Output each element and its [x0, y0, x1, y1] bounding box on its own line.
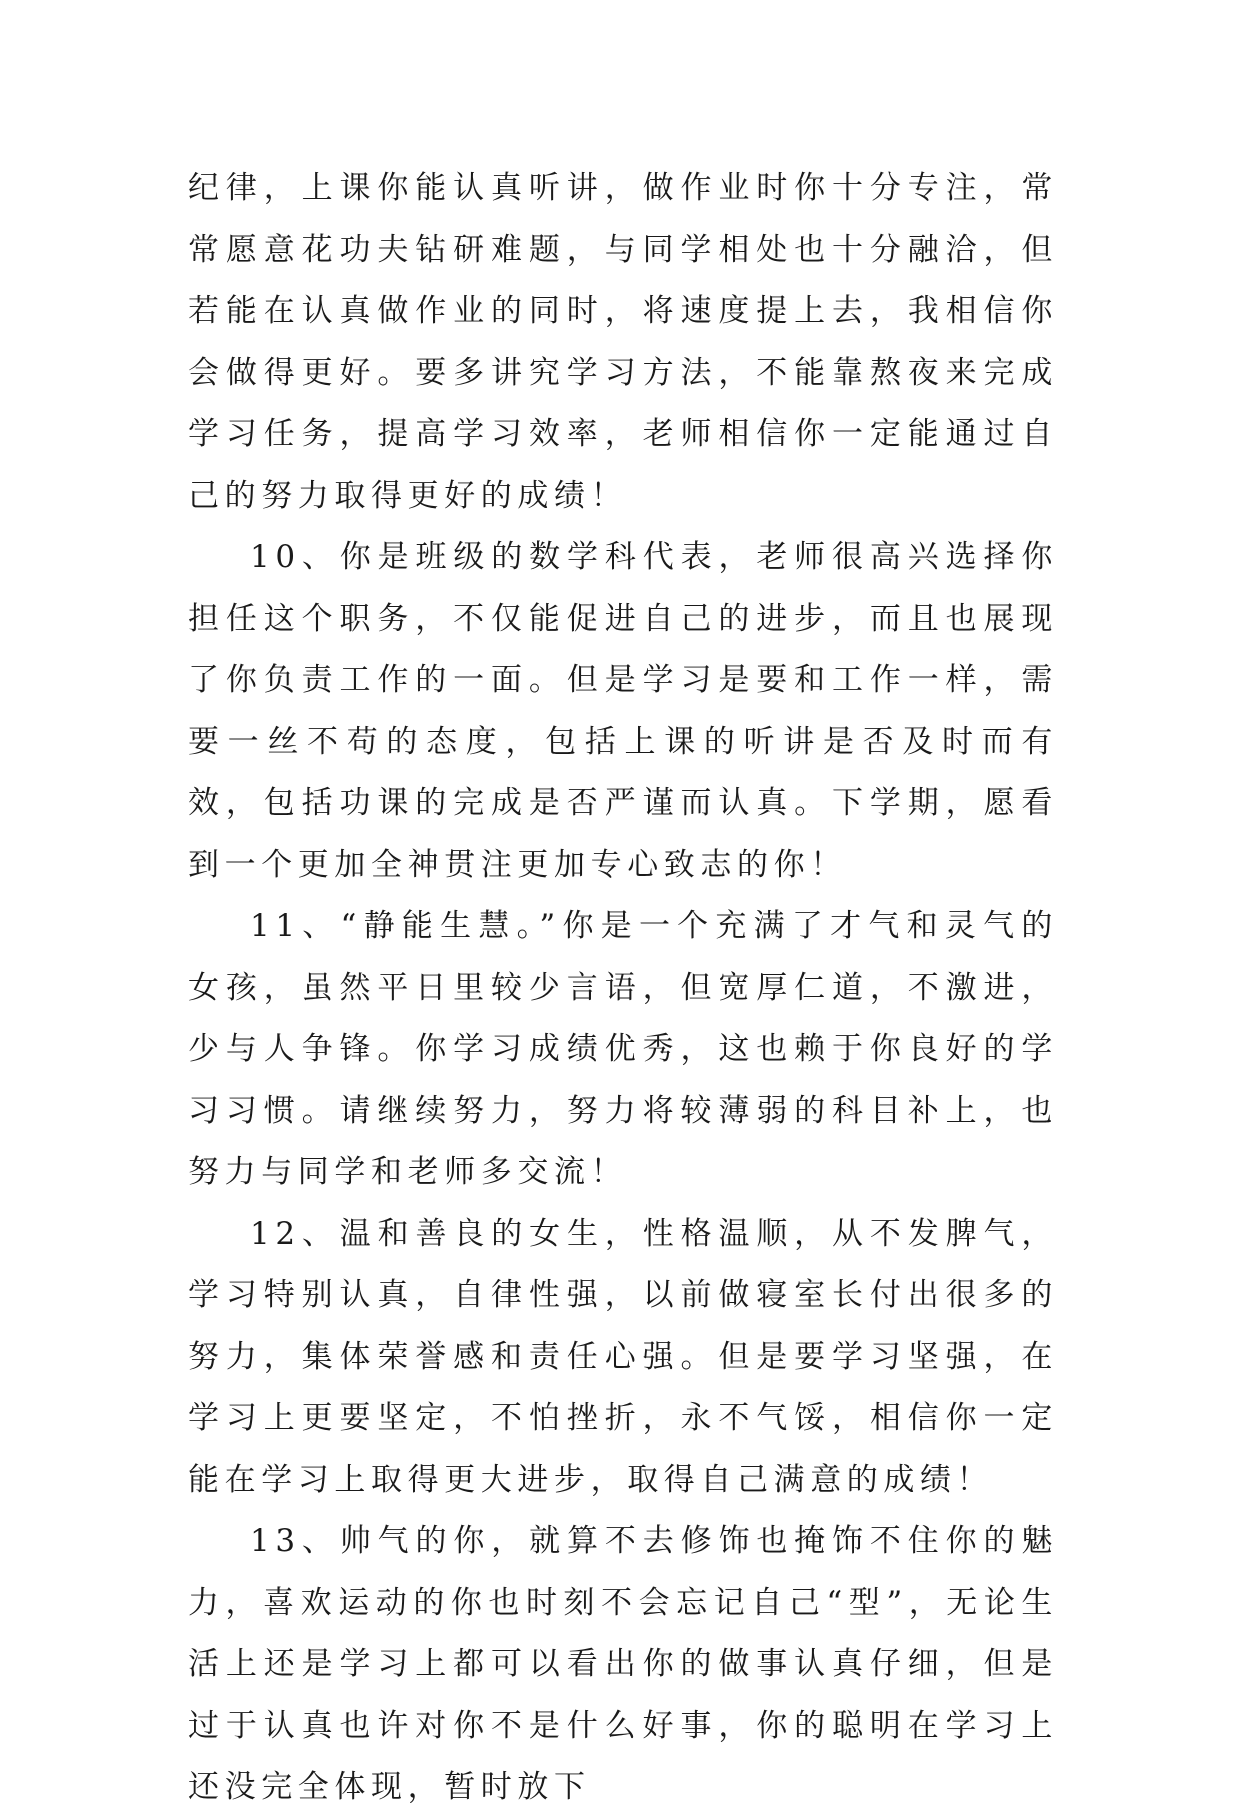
paragraph-item-11: 11、“静能生慧。”你是一个充满了才气和灵气的女孩，虽然平日里较少言语，但宽厚仁道，不激进，少与人争锋。你学习成绩优秀，这也赖于你良好的学习习惯。请继续努力，努力将较薄弱的科目补上，也努力与同学和老师多交流！ [188, 908, 1058, 1190]
paragraph-item-12: 12、温和善良的女生，性格温顺，从不发脾气，学习特别认真，自律性强，以前做寝室长付出很多的努力，集体荣誉感和责任心强。但是要学习坚强，在学习上更要坚定，不怕挫折，永不气馁，相信你一定能在学习上取得更大进步，取得自己满意的成绩！ [188, 1215, 1058, 1498]
document-body [188, 158, 1058, 1819]
paragraph-item-10: 10、你是班级的数学科代表，老师很高兴选择你担任这个职务，不仅能促进自己的进步，而且也展现了你负责工作的一面。但是学习是要和工作一样，需要一丝不苟的态度，包括上课的听讲是否及时而有效，包括功课的完成是否严谨而认真。下学期，愿看到一个更加全神贯注更加专心致志的你！ [188, 539, 1058, 883]
paragraph-item-13: 13、帅气的你，就算不去修饰也掩饰不住你的魅力，喜欢运动的你也时刻不会忘记自己“型”，无论生活上还是学习上都可以看出你的做事认真仔细，但是过于认真也许对你不是什么好事，你的聪明在学习上还没完全体现，暂时放下 [188, 1523, 1058, 1805]
paragraph-continued: 纪律，上课你能认真听讲，做作业时你十分专注，常常愿意花功夫钻研难题，与同学相处也十分融洽，但若能在认真做作业的同时，将速度提上去，我相信你会做得更好。要多讲究学习方法，不能靠熬夜来完成学习任务，提高学习效率，老师相信你一定能通过自己的努力取得更好的成绩！ [188, 170, 1058, 514]
